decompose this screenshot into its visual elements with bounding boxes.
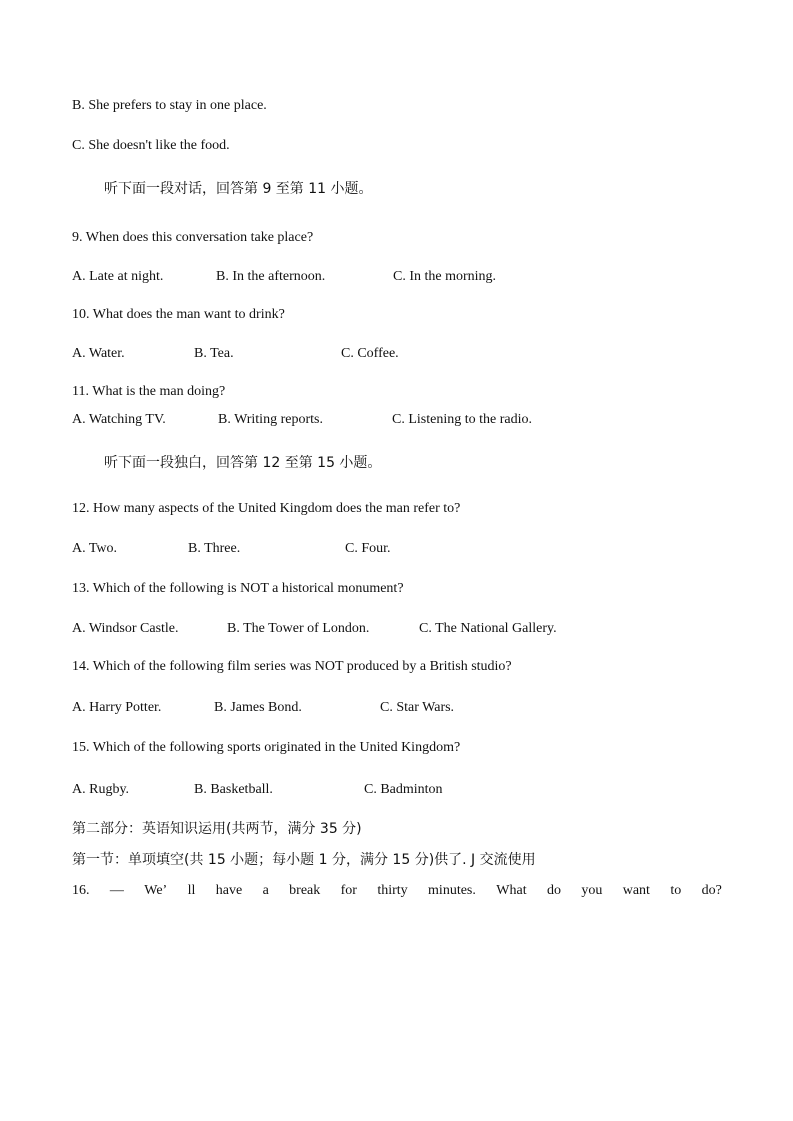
option-a: A. Watching TV. [72,412,166,427]
option-b: B. James Bond. [214,700,302,715]
question-9: 9. When does this conversation take place? [72,230,314,245]
option-b: B. Basketball. [194,782,273,797]
question-13: 13. Which of the following is NOT a historical monument? [72,581,404,596]
q16-word: We’ [144,883,168,898]
q16-word: a [262,883,269,898]
section-instruction-9-11: 听下面一段对话，回答第 9 至第 11 小题。 [104,181,373,197]
line-b-option: B. She prefers to stay in one place. [72,98,267,113]
q16-word: do [546,883,561,898]
question-15: 15. Which of the following sports originated in the United Kingdom? [72,740,461,755]
part-two-section-one-heading: 第一节：单项填空(共 15 小题；每小题 1 分，满分 15 分)供了. J 交流使用 [72,852,536,868]
q16-word: you [581,883,603,898]
option-a: A. Harry Potter. [72,700,162,715]
option-c: C. Coffee. [341,346,399,361]
option-a: A. Water. [72,346,125,361]
option-a: A. Late at night. [72,269,164,284]
option-c: C. The National Gallery. [419,621,557,636]
line-c-option: C. She doesn't like the food. [72,138,230,153]
q16-word: 16. [72,883,90,898]
option-b: B. Three. [188,541,241,556]
section-instruction-12-15: 听下面一段独白，回答第 12 至第 15 小题。 [104,455,382,471]
option-b: B. The Tower of London. [227,621,370,636]
question-10: 10. What does the man want to drink? [72,307,285,322]
option-b: B. Writing reports. [218,412,323,427]
q16-word: thirty [377,883,408,898]
option-c: C. In the morning. [393,269,497,284]
option-c: C. Listening to the radio. [392,412,532,427]
q16-word: do? [701,883,722,898]
option-c: C. Badminton [364,782,443,797]
question-14: 14. Which of the following film series was NOT produced by a British studio? [72,659,512,674]
part-two-heading: 第二部分：英语知识运用(共两节，满分 35 分) [72,821,362,837]
q16-word: for [340,883,357,898]
option-c: C. Star Wars. [380,700,455,715]
option-b: B. Tea. [194,346,234,361]
q16-word: to [670,883,682,898]
q16-word: break [289,883,321,898]
question-16 [72,882,722,900]
q16-word: minutes. [428,883,476,898]
question-12: 12. How many aspects of the United Kingdom does the man refer to? [72,501,461,516]
q16-word: ll [187,883,196,898]
question-11: 11. What is the man doing? [72,384,226,399]
q16-word: have [215,883,243,898]
option-a: A. Two. [72,541,118,556]
option-c: C. Four. [345,541,391,556]
q16-word: — [109,883,124,898]
option-b: B. In the afternoon. [216,269,326,284]
option-a: A. Windsor Castle. [72,621,179,636]
q16-word: want [622,883,650,898]
option-a: A. Rugby. [72,782,130,797]
q16-word: What [496,883,527,898]
